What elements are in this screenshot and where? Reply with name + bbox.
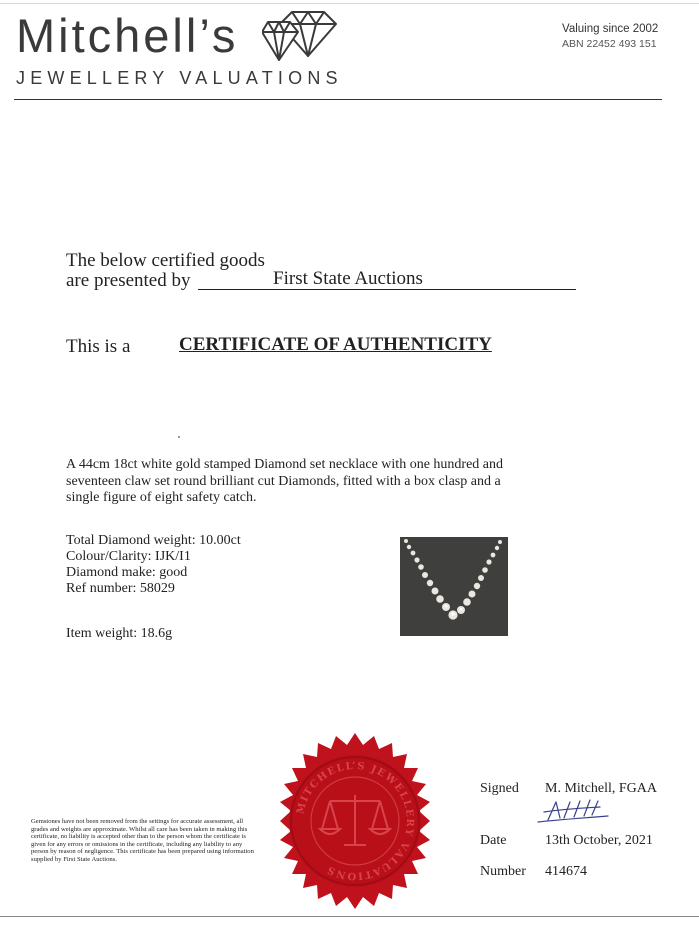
top-border: [0, 3, 699, 4]
wax-seal: [266, 733, 444, 909]
spec-total-weight: Total Diamond weight: 10.00ct: [66, 533, 241, 548]
abn-number: ABN 22452 493 151: [562, 38, 657, 50]
brand-name: Mitchell’s: [16, 9, 239, 62]
item-description: A 44cm 18ct white gold stamped Diamond set necklace with one hundred and seventeen claw set round brilliant cut Diamonds, fitted with a box clasp and a single figure of eight safety catch.: [66, 457, 504, 505]
certificate-title: CERTIFICATE OF AUTHENTICITY: [179, 334, 492, 355]
spec-item-weight: Item weight: 18.6g: [66, 626, 173, 641]
header-divider: [14, 99, 662, 100]
presentation-line-2: are presented by: [66, 270, 191, 291]
date-label: Date: [480, 833, 507, 848]
disclaimer-text: Gemstones have not been removed from the settings for accurate assessment, all grades and weights are approximate. Whilst all care has been taken in making this certificate, no liability is accepted other than to the person whom the certificate is given for any errors or omissions in the certificate, including any liability to any person by reason of negligence. This certificate has been prepared using information supplied by First State Auctions.: [31, 818, 254, 863]
brand-subtitle: JEWELLERY VALUATIONS: [16, 68, 343, 88]
spec-ref-number: Ref number: 58029: [66, 581, 175, 596]
tagline: Valuing since 2002: [562, 23, 659, 35]
diamond-icon: [262, 8, 342, 64]
handwritten-signature: [534, 796, 612, 826]
bottom-border: [0, 916, 699, 917]
presentation-line-1: The below certified goods: [66, 250, 265, 271]
presenter-underline: [198, 289, 576, 290]
number-value: 414674: [545, 864, 587, 879]
necklace-photo: [400, 537, 508, 636]
seal-text: MITCHELL’S JEWELLERY VALUATIONS: [295, 760, 416, 882]
signed-label: Signed: [480, 781, 519, 796]
presenter-name: First State Auctions: [273, 268, 423, 289]
date-value: 13th October, 2021: [545, 833, 653, 848]
stray-mark: [178, 436, 180, 438]
number-label: Number: [480, 864, 526, 879]
spec-diamond-make: Diamond make: good: [66, 565, 188, 580]
spec-colour-clarity: Colour/Clarity: IJK/I1: [66, 549, 191, 564]
signed-value: M. Mitchell, FGAA: [545, 781, 657, 796]
certificate-prefix: This is a: [66, 336, 131, 357]
